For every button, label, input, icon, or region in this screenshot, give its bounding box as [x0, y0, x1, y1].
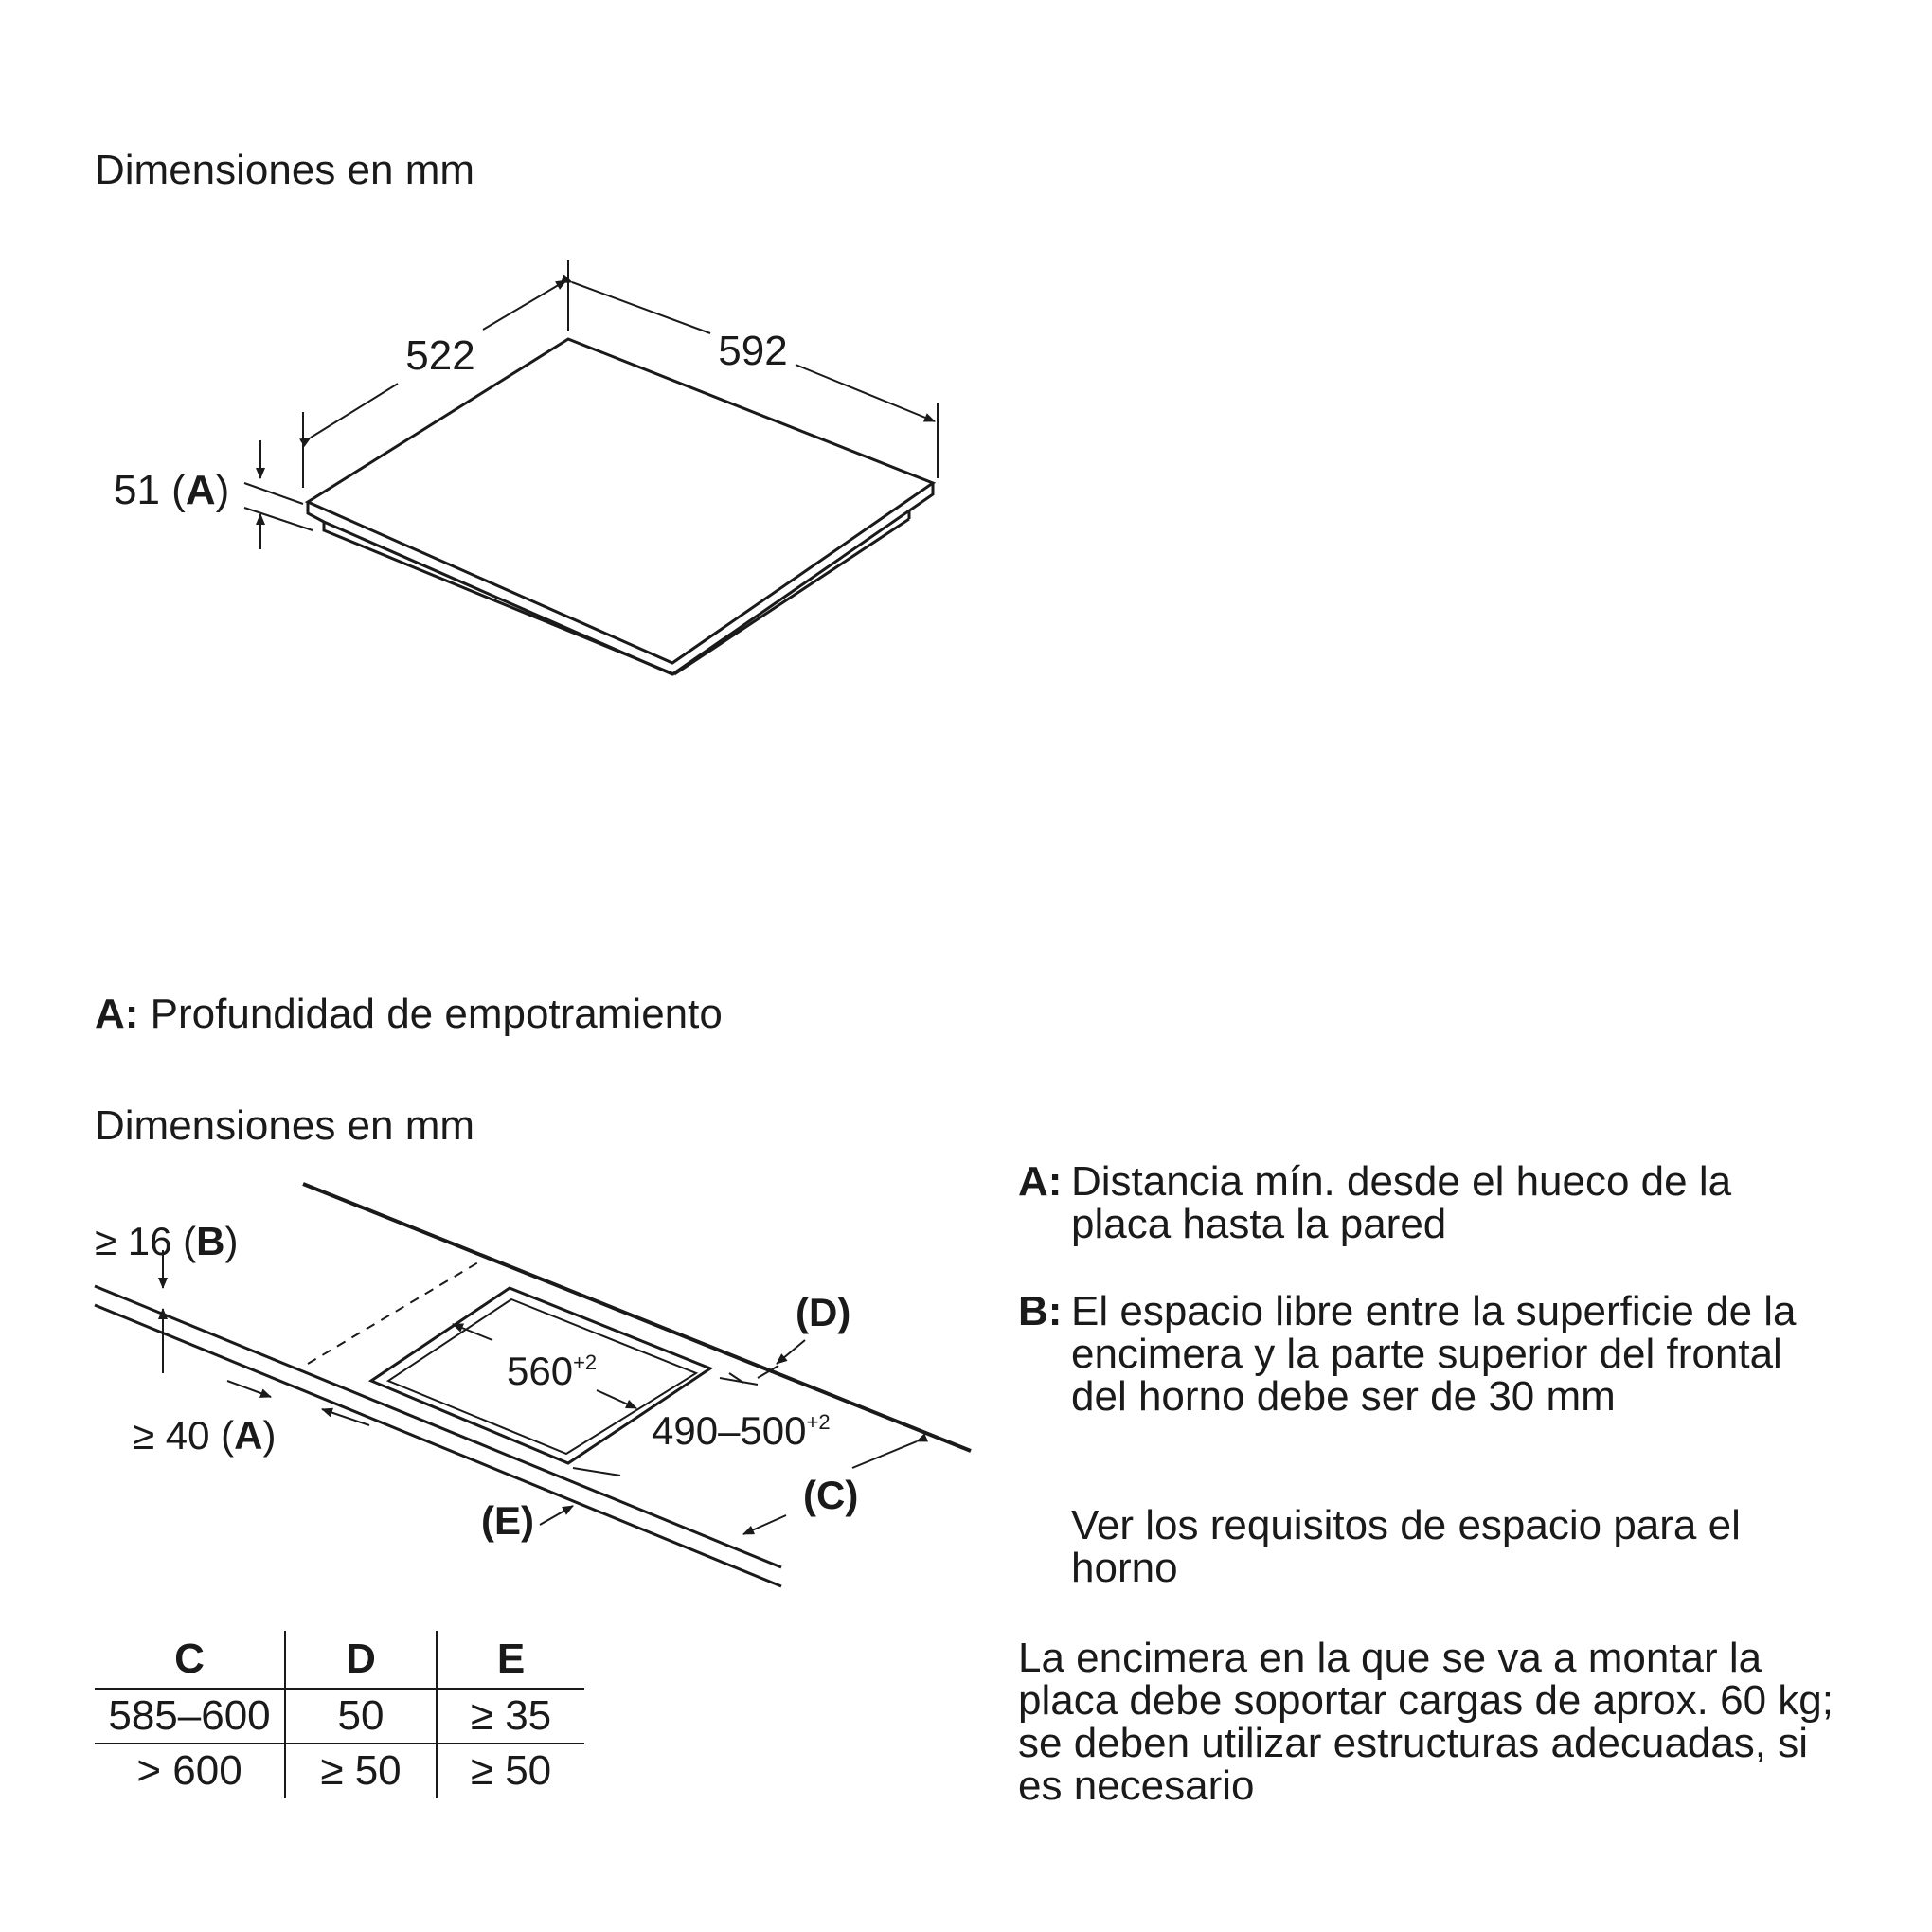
a-label: ≥ 40 (A) [133, 1413, 277, 1458]
table-cell: > 600 [95, 1744, 285, 1798]
note-label: B: [1018, 1288, 1063, 1334]
e-label: (E) [481, 1498, 534, 1543]
cutout-dimension-drawing [0, 1136, 1004, 1610]
hob-outline [308, 339, 933, 674]
table-header: D [285, 1631, 437, 1689]
c-label: (C) [803, 1473, 859, 1517]
cutout-width-label: $560^{+2}$ [507, 1349, 598, 1393]
section2-title: Dimensiones en mm [95, 1102, 475, 1149]
note-text: Ver los requisitos de espacio para el horno [1071, 1502, 1741, 1591]
note-a [1018, 1160, 1795, 1255]
width-label: 592 [718, 328, 788, 374]
table-header-row [95, 1631, 584, 1689]
note-label: A: [1018, 1158, 1063, 1205]
caption-text: Profundidad de empotramiento [150, 991, 723, 1037]
hob-dimension-drawing [0, 0, 1042, 758]
table-cell: ≥ 35 [437, 1689, 584, 1744]
note-text: El espacio libre entre la superficie de la encimera y la parte superior del frontal del horno debe ser de 30 mm [1071, 1288, 1797, 1420]
section1-caption [95, 991, 723, 1038]
cutout-depth-label: $490-500^{+2}$ [652, 1408, 831, 1453]
caption-key: A: [95, 991, 139, 1037]
table-cell: 50 [285, 1689, 437, 1744]
table-header: E [437, 1631, 584, 1689]
b-label: ≥ 16 (B) [95, 1219, 239, 1263]
table-cell: 585–600 [95, 1689, 285, 1744]
depth-label: 522 [405, 332, 475, 379]
note-oven [1018, 1504, 1795, 1599]
height-label: 51 (A) [114, 467, 230, 513]
clearance-table [95, 1631, 584, 1798]
note-b [1018, 1290, 1833, 1422]
table-cell: ≥ 50 [285, 1744, 437, 1798]
table-row [95, 1689, 584, 1744]
note-load [1018, 1637, 1852, 1826]
table-cell: ≥ 50 [437, 1744, 584, 1798]
note-text: La encimera en la que se va a montar la placa debe soportar cargas de aprox. 60 kg; se deben utilizar estructuras adecuadas, si es necesario [1018, 1635, 1834, 1809]
d-label: (D) [796, 1290, 851, 1334]
table-row [95, 1744, 584, 1798]
table-header: C [174, 1636, 205, 1682]
note-text: Distancia mín. desde el hueco de la placa hasta la pared [1071, 1158, 1732, 1247]
section1-title: Dimensiones en mm [95, 147, 475, 193]
